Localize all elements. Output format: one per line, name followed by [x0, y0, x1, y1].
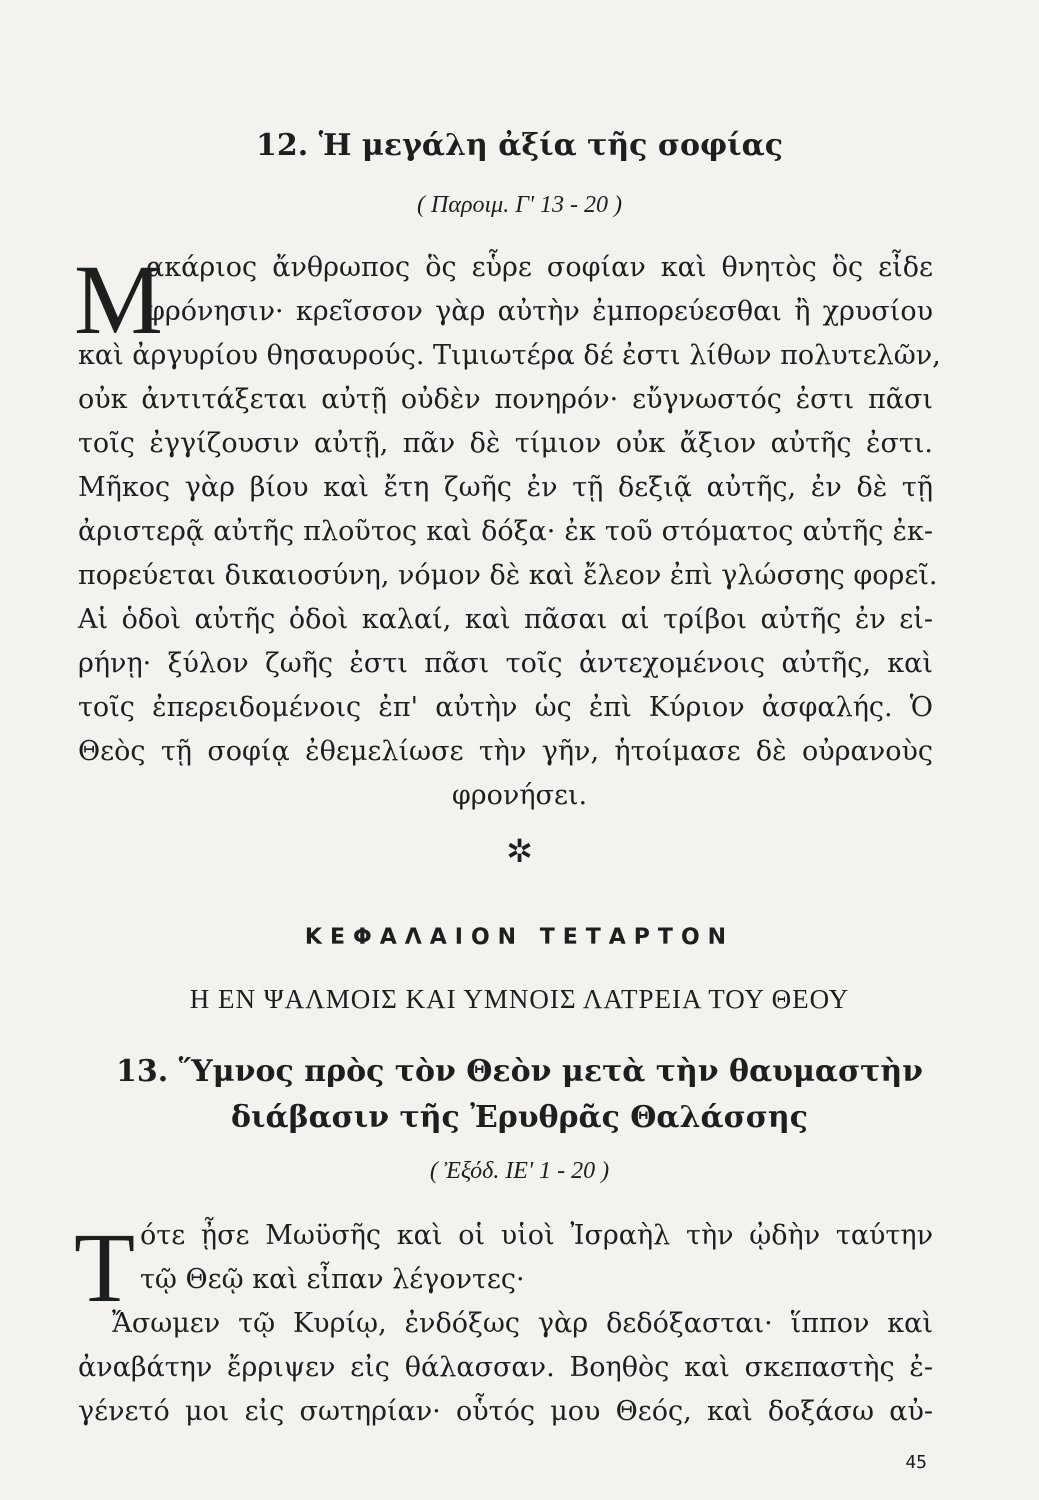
- section-12-line-11: τοῖς ἐπερειδομένοις ἐπ' αὐτὴν ὡς ἐπὶ Κύριον ἀσφαλής. Ὁ: [78, 692, 933, 723]
- section-13-line-2: τῷ Θεῷ καὶ εἶπαν λέγοντες·: [140, 1264, 525, 1295]
- section-13-line-3: Ἄσωμεν τῷ Κυρίῳ, ἐνδόξως γὰρ δεδόξασται· ἵππον καὶ: [112, 1308, 933, 1339]
- section-12-title: 12. Ἡ μεγάλη ἀξία τῆς σοφίας: [255, 128, 784, 163]
- section-12-line-7: ἀριστερᾷ αὐτῆς πλοῦτος καὶ δόξα· ἐκ τοῦ στόματος αὐτῆς ἐκ-: [78, 516, 933, 547]
- section-12-line-6: Μῆκος γὰρ βίου καὶ ἔτη ζωῆς ἐν τῇ δεξιᾷ αὐτῆς, ἐν δὲ τῇ: [78, 472, 933, 503]
- section-12-line-5: τοῖς ἐγγίζουσιν αὐτῇ, πᾶν δὲ τίμιον οὐκ ἄξιον αὐτῆς ἐστι.: [78, 428, 933, 459]
- section-13-drop-cap: Τ: [74, 1212, 136, 1323]
- chapter-heading: ΚΕΦΑΛΑΙΟΝ ΤΕΤΑΡΤΟΝ: [304, 925, 735, 950]
- section-13-title-line-1: 13. Ὕμνος πρὸς τὸν Θεὸν μετὰ τὴν θαυμαστὴν: [116, 1054, 923, 1089]
- section-12-last-line: φρονήσει.: [451, 780, 588, 811]
- section-13-title-line-2: διάβασιν τῆς Ἐρυθρᾶς Θαλάσσης: [231, 1100, 808, 1135]
- section-12-line-3: καὶ ἀργυρίου θησαυρούς. Τιμιωτέρα δέ ἐστι λίθων πολυτελῶν,: [78, 340, 941, 371]
- section-12-line-10: ρήνῃ· ξύλον ζωῆς ἐστι πᾶσι τοῖς ἀντεχομένοις αὐτῆς, καὶ: [78, 648, 933, 679]
- section-12-drop-cap: Μ: [74, 244, 163, 355]
- section-13-line-4: ἀναβάτην ἔρριψεν εἰς θάλασσαν. Βοηθὸς καὶ σκεπαστὴς ἐ-: [78, 1352, 933, 1383]
- chapter-subject: Η ΕΝ ΨΑΛΜΟΙΣ ΚΑΙ ΥΜΝΟΙΣ ΛΑΤΡΕΙΑ ΤΟΥ ΘΕΟΥ: [189, 984, 850, 1014]
- section-13-line-1: ότε ᾖσε Μωϋσῆς καὶ οἱ υἱοὶ Ἰσραὴλ τὴν ᾠδὴν ταύτην: [140, 1220, 933, 1251]
- section-13-line-5: γένετό μοι εἰς σωτηρίαν· οὗτός μου Θεός, καὶ δοξάσω αὐ-: [78, 1396, 933, 1427]
- section-12-line-8: πορεύεται δικαιοσύνη, νόμον δὲ καὶ ἔλεον ἐπὶ γλώσσης φορεῖ.: [78, 560, 938, 591]
- ornament-icon: ✲: [506, 832, 533, 870]
- section-13-reference: ( Ἐξόδ. ΙΕ' 1 - 20 ): [429, 1158, 610, 1184]
- section-12-line-9: Αἱ ὁδοὶ αὐτῆς ὁδοὶ καλαί, καὶ πᾶσαι αἱ τρίβοι αὐτῆς ἐν εἰ-: [78, 604, 933, 635]
- section-12-line-2: φρόνησιν· κρεῖσσον γὰρ αὐτὴν ἐμπορεύεσθαι ἢ χρυσίου: [146, 296, 933, 327]
- section-12-line-4: οὐκ ἀντιτάξεται αὐτῇ οὐδὲν πονηρόν· εὔγνωστός ἐστι πᾶσι: [78, 384, 933, 415]
- section-12-reference: ( Παροιμ. Γ' 13 - 20 ): [417, 192, 622, 218]
- section-12-line-12: Θεὸς τῇ σοφίᾳ ἐθεμελίωσε τὴν γῆν, ἡτοίμασε δὲ οὐρανοὺς: [78, 736, 933, 767]
- page-number: 45: [905, 1452, 927, 1473]
- section-12-line-1: ακάριος ἄνθρωπος ὃς εὗρε σοφίαν καὶ θνητὸς ὃς εἶδε: [146, 252, 933, 283]
